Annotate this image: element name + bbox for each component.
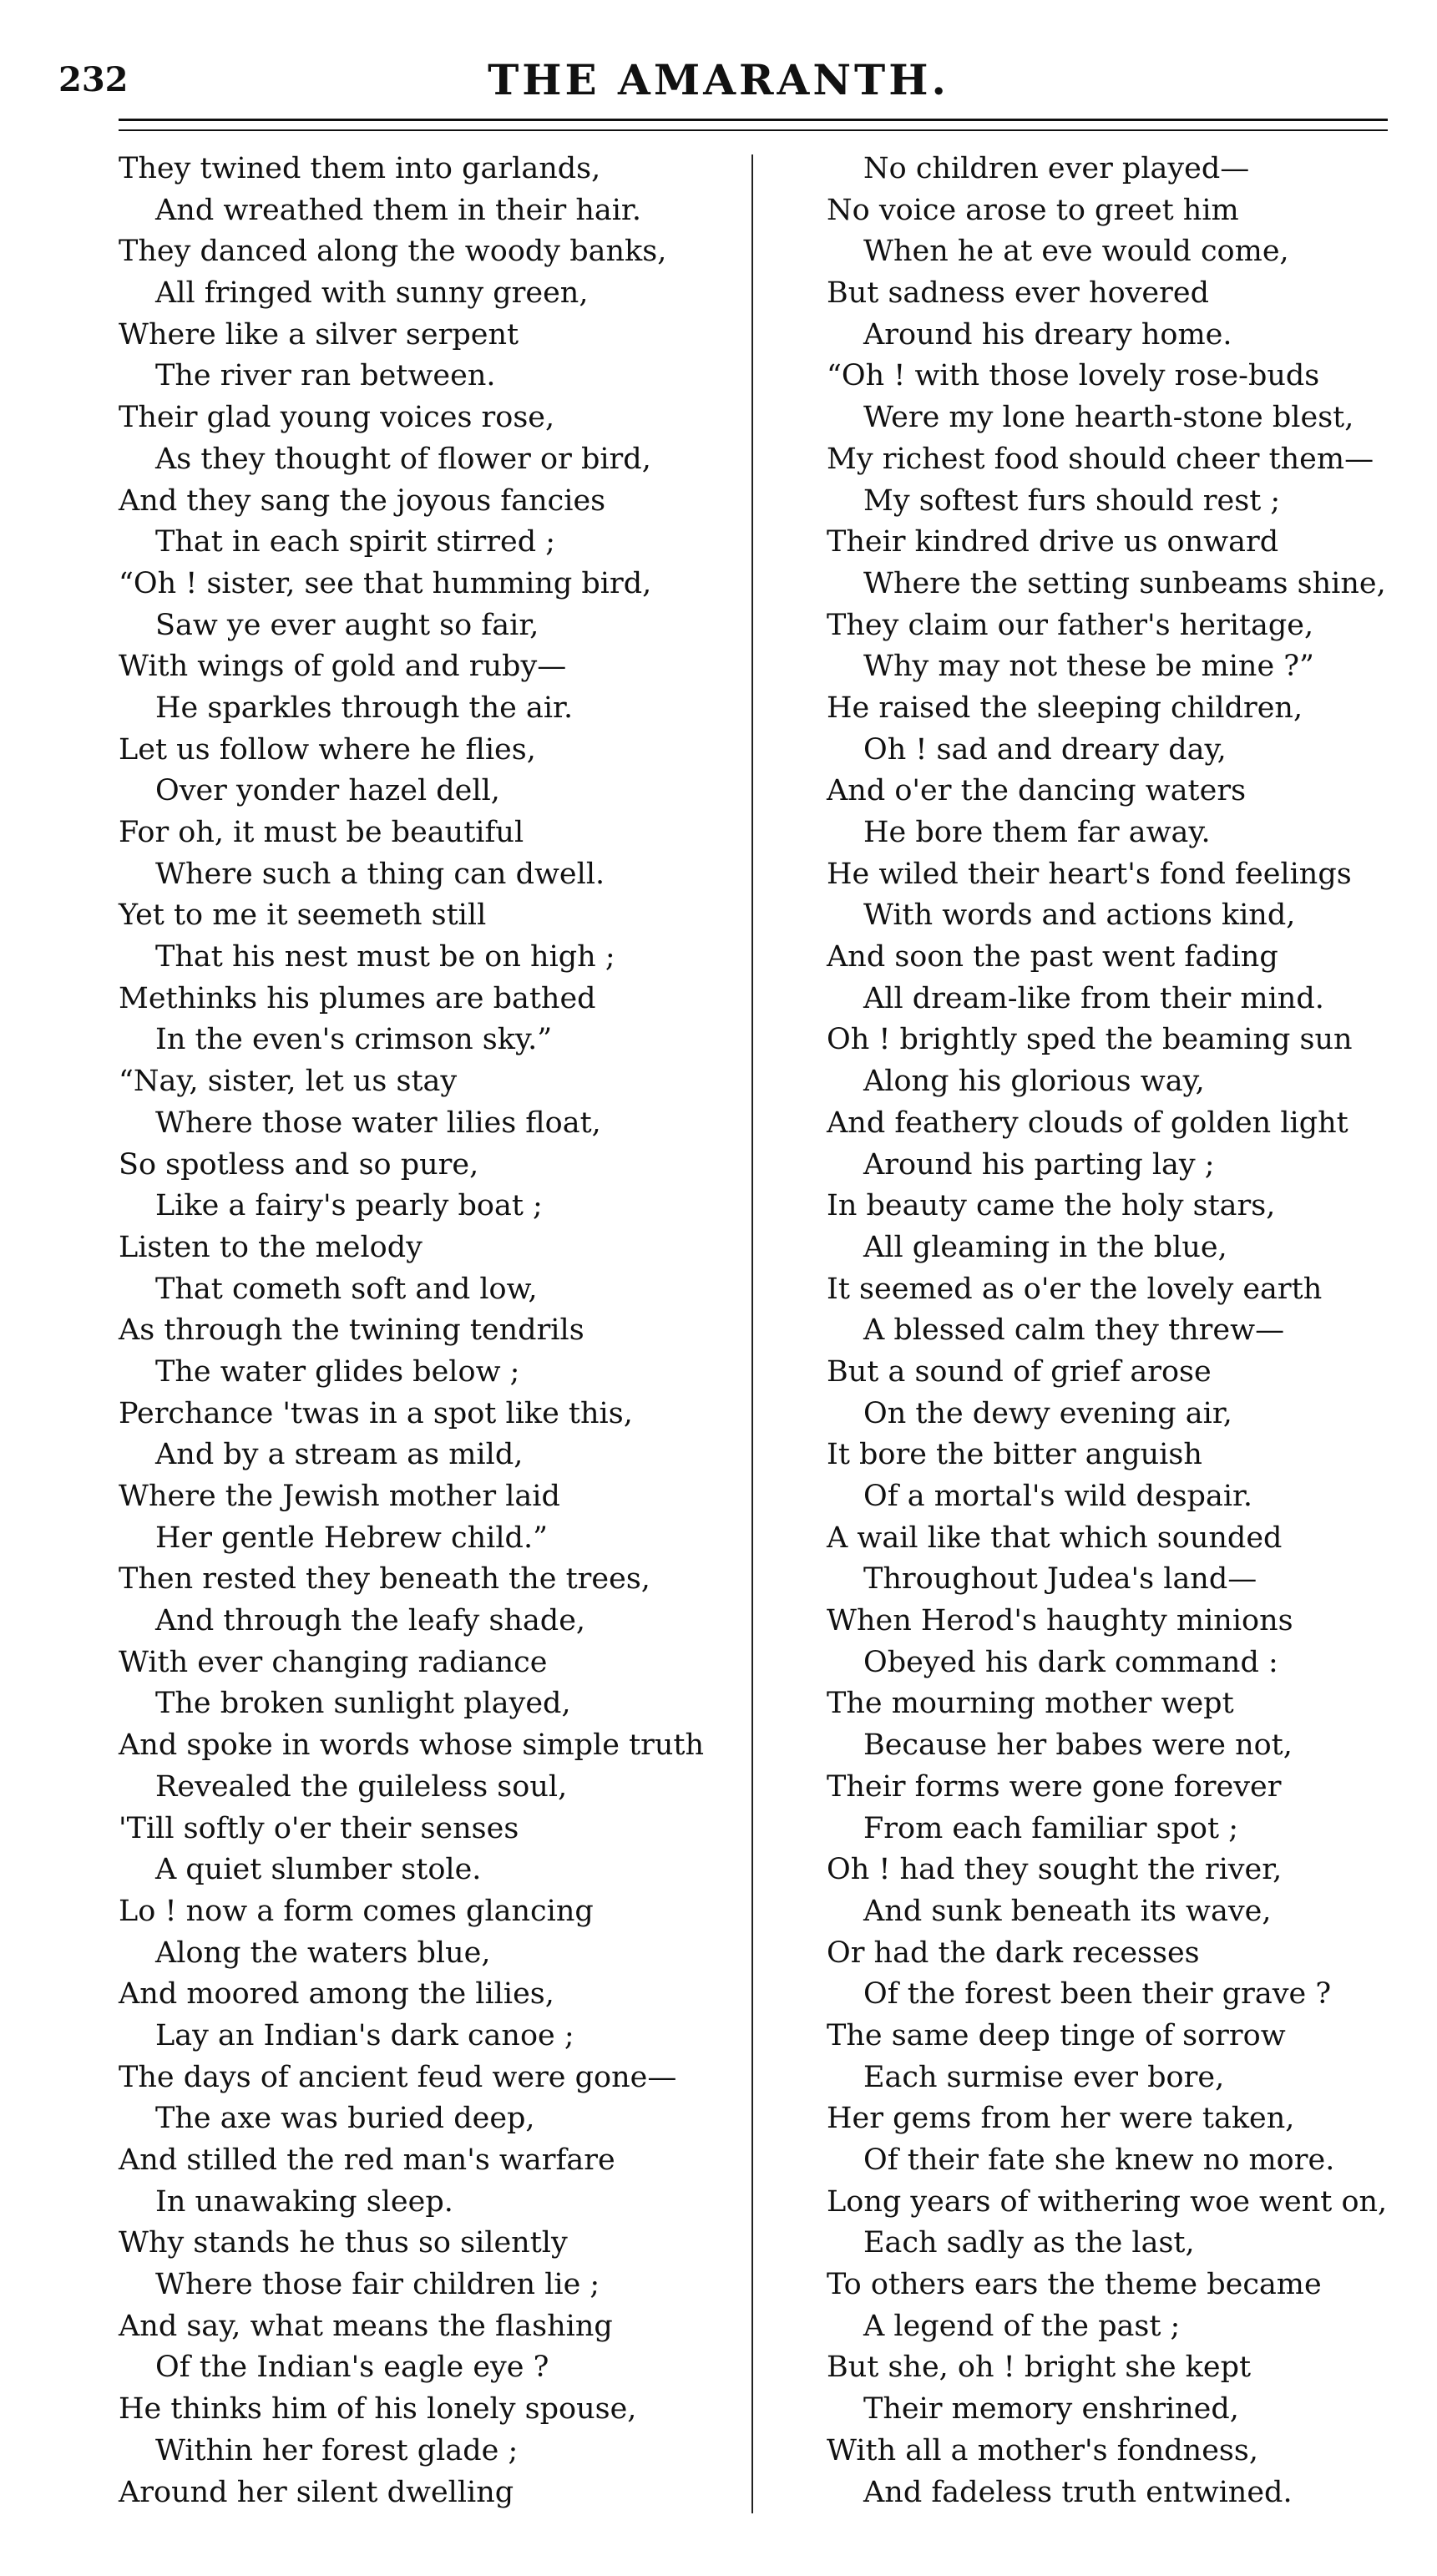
poem-line: Each surmise ever bore, bbox=[863, 2060, 1225, 2094]
poem-line: Why may not these be mine ?” bbox=[863, 650, 1314, 684]
poem-line: Their glad young voices rose, bbox=[119, 401, 555, 435]
poem-line: Where the Jewish mother laid bbox=[119, 1480, 560, 1513]
poem-line: They claim our father's heritage, bbox=[827, 608, 1314, 642]
poem-line: My richest food should cheer them— bbox=[827, 442, 1374, 476]
column-divider bbox=[751, 154, 753, 2513]
poem-line: He wiled their heart's fond feelings bbox=[827, 857, 1352, 891]
poem-line: Within her forest glade ; bbox=[155, 2433, 519, 2467]
poem-line: Oh ! had they sought the river, bbox=[827, 1853, 1283, 1887]
poem-line: Or had the dark recesses bbox=[827, 1936, 1200, 1970]
poem-line: Perchance 'twas in a spot like this, bbox=[119, 1396, 633, 1430]
poem-line: Their forms were gone forever bbox=[827, 1769, 1282, 1804]
poem-line: So spotless and so pure, bbox=[119, 1147, 479, 1182]
poem-line: Lo ! now a form comes glancing bbox=[119, 1894, 594, 1928]
poem-line: Obeyed his dark command : bbox=[863, 1645, 1278, 1679]
poem-line: In beauty came the holy stars, bbox=[827, 1189, 1276, 1223]
poem-line: Throughout Judea's land— bbox=[863, 1562, 1257, 1597]
poem-line: Lay an Indian's dark canoe ; bbox=[155, 2018, 574, 2052]
poem-line: Revealed the guileless soul, bbox=[155, 1769, 568, 1804]
poem-line: And feathery clouds of golden light bbox=[827, 1106, 1348, 1140]
poem-line: As they thought of flower or bird, bbox=[155, 442, 651, 476]
poem-line: A wail like that which sounded bbox=[827, 1521, 1283, 1555]
poem-line: Of a mortal's wild despair. bbox=[863, 1480, 1253, 1513]
poem-line: And sunk beneath its wave, bbox=[863, 1894, 1272, 1928]
poem-line: But sadness ever hovered bbox=[827, 276, 1209, 311]
poem-line: Yet to me it seemeth still bbox=[119, 898, 487, 933]
poem-line: A blessed calm they threw— bbox=[863, 1313, 1285, 1348]
poem-line: Around his dreary home. bbox=[863, 317, 1232, 352]
poem-line: A quiet slumber stole. bbox=[155, 1853, 482, 1887]
poem-line: When he at eve would come, bbox=[863, 235, 1289, 269]
poem-line: All fringed with sunny green, bbox=[155, 276, 589, 311]
poem-line: Around her silent dwelling bbox=[119, 2475, 514, 2509]
poem-line: Then rested they beneath the trees, bbox=[119, 1562, 650, 1597]
running-title: THE AMARANTH. bbox=[488, 55, 949, 104]
poem-line: The river ran between. bbox=[155, 359, 496, 393]
poem-line: Along the waters blue, bbox=[155, 1936, 491, 1970]
poem-line: 'Till softly o'er their senses bbox=[119, 1811, 519, 1845]
poem-column-left bbox=[119, 149, 728, 2513]
poem-line: Let us follow where he flies, bbox=[119, 732, 536, 767]
poem-line: In the even's crimson sky.” bbox=[155, 1023, 553, 1057]
poem-line: And they sang the joyous fancies bbox=[119, 483, 606, 518]
poem-line: With all a mother's fondness, bbox=[827, 2433, 1258, 2467]
poem-line: And through the leafy shade, bbox=[155, 1604, 586, 1638]
poem-line: To others ears the theme became bbox=[827, 2268, 1322, 2302]
poem-line: He thinks him of his lonely spouse, bbox=[119, 2392, 637, 2427]
poem-line: It bore the bitter anguish bbox=[827, 1438, 1202, 1472]
poem-line: The broken sunlight played, bbox=[155, 1687, 571, 1721]
poem-line: They danced along the woody banks, bbox=[119, 235, 667, 269]
poem-line: Listen to the melody bbox=[119, 1230, 422, 1264]
poem-line: “Oh ! sister, see that humming bird, bbox=[119, 566, 652, 600]
poem-line: Their kindred drive us onward bbox=[827, 525, 1279, 559]
poem-line: Where those water lilies float, bbox=[155, 1106, 601, 1140]
poem-line: He raised the sleeping children, bbox=[827, 691, 1303, 725]
poem-line: And stilled the red man's warfare bbox=[119, 2143, 615, 2177]
poem-line: Why stands he thus so silently bbox=[119, 2226, 568, 2260]
poem-line: That in each spirit stirred ; bbox=[155, 525, 556, 559]
poem-line: The water glides below ; bbox=[155, 1354, 520, 1389]
poem-line: And spoke in words whose simple truth bbox=[119, 1728, 705, 1763]
poem-line: A legend of the past ; bbox=[863, 2309, 1181, 2343]
poem-line: Long years of withering woe went on, bbox=[827, 2184, 1388, 2219]
poem-line: For oh, it must be beautiful bbox=[119, 816, 524, 849]
poem-line: And by a stream as mild, bbox=[155, 1438, 524, 1472]
poem-column-right bbox=[827, 149, 1403, 2513]
poem-line: And say, what means the flashing bbox=[119, 2309, 613, 2343]
poem-line: With words and actions kind, bbox=[863, 898, 1296, 933]
poem-line: He sparkles through the air. bbox=[155, 691, 574, 725]
poem-line: Her gentle Hebrew child.” bbox=[155, 1521, 548, 1555]
poem-line: But she, oh ! bright she kept bbox=[827, 2351, 1252, 2385]
poem-line: Over yonder hazel dell, bbox=[155, 774, 500, 808]
poem-line: That cometh soft and low, bbox=[155, 1272, 538, 1306]
poem-line: Where such a thing can dwell. bbox=[155, 857, 605, 891]
poem-line: Of the forest been their grave ? bbox=[863, 1977, 1332, 2012]
poem-line: The same deep tinge of sorrow bbox=[827, 2018, 1286, 2052]
poem-line: Like a fairy's pearly boat ; bbox=[155, 1189, 543, 1223]
poem-line: Around his parting lay ; bbox=[863, 1147, 1215, 1182]
poem-line: In unawaking sleep. bbox=[155, 2184, 453, 2219]
poem-line: My softest furs should rest ; bbox=[863, 483, 1281, 518]
poem-line: Oh ! sad and dreary day, bbox=[863, 732, 1227, 767]
poem-line: No voice arose to greet him bbox=[827, 193, 1239, 227]
page-number: 232 bbox=[58, 60, 129, 99]
poem-line: On the dewy evening air, bbox=[863, 1396, 1232, 1430]
header-rule-top bbox=[119, 119, 1388, 121]
poem-line: “Nay, sister, let us stay bbox=[119, 1065, 458, 1099]
poem-line: And o'er the dancing waters bbox=[827, 774, 1247, 808]
poem-line: “Oh ! with those lovely rose-buds bbox=[827, 359, 1320, 393]
poem-line: And fadeless truth entwined. bbox=[863, 2475, 1293, 2509]
poem-line: From each familiar spot ; bbox=[863, 1811, 1238, 1845]
poem-line: Of their fate she knew no more. bbox=[863, 2143, 1335, 2177]
poem-line: As through the twining tendrils bbox=[119, 1313, 584, 1348]
poem-line: But a sound of grief arose bbox=[827, 1354, 1212, 1389]
poem-line: It seemed as o'er the lovely earth bbox=[827, 1272, 1323, 1306]
poem-line: That his nest must be on high ; bbox=[155, 940, 615, 974]
poem-line: Along his glorious way, bbox=[863, 1065, 1205, 1099]
poem-line: Their memory enshrined, bbox=[863, 2392, 1239, 2427]
poem-line: No children ever played— bbox=[863, 152, 1250, 185]
poem-line: Where like a silver serpent bbox=[119, 317, 519, 352]
poem-line: When Herod's haughty minions bbox=[827, 1604, 1293, 1638]
poem-line: Her gems from her were taken, bbox=[827, 2102, 1295, 2136]
poem-line: Saw ye ever aught so fair, bbox=[155, 608, 539, 642]
poem-line: All dream-like from their mind. bbox=[863, 981, 1324, 1015]
poem-line: With wings of gold and ruby— bbox=[119, 650, 567, 684]
poem-line: Methinks his plumes are bathed bbox=[119, 981, 596, 1015]
poem-line: Where the setting sunbeams shine, bbox=[863, 566, 1386, 600]
poem-line: The days of ancient feud were gone— bbox=[119, 2060, 677, 2094]
header-rule-bottom bbox=[119, 129, 1388, 131]
poem-line: With ever changing radiance bbox=[119, 1645, 548, 1679]
poem-line: Each sadly as the last, bbox=[863, 2226, 1195, 2260]
poem-line: Because her babes were not, bbox=[863, 1728, 1293, 1763]
poem-line: Of the Indian's eagle eye ? bbox=[155, 2351, 549, 2385]
poem-line: They twined them into garlands, bbox=[119, 152, 601, 185]
poem-line: And soon the past went fading bbox=[827, 940, 1278, 974]
poem-line: The mourning mother wept bbox=[827, 1687, 1234, 1721]
poem-line: Oh ! brightly sped the beaming sun bbox=[827, 1023, 1353, 1057]
poem-line: He bore them far away. bbox=[863, 816, 1211, 849]
poem-line: All gleaming in the blue, bbox=[863, 1230, 1227, 1264]
poem-line: And moored among the lilies, bbox=[119, 1977, 554, 2012]
poem-line: The axe was buried deep, bbox=[155, 2102, 535, 2136]
poem-line: Were my lone hearth-stone blest, bbox=[863, 401, 1354, 435]
poem-line: Where those fair children lie ; bbox=[155, 2268, 600, 2302]
poem-line: And wreathed them in their hair. bbox=[155, 193, 641, 227]
